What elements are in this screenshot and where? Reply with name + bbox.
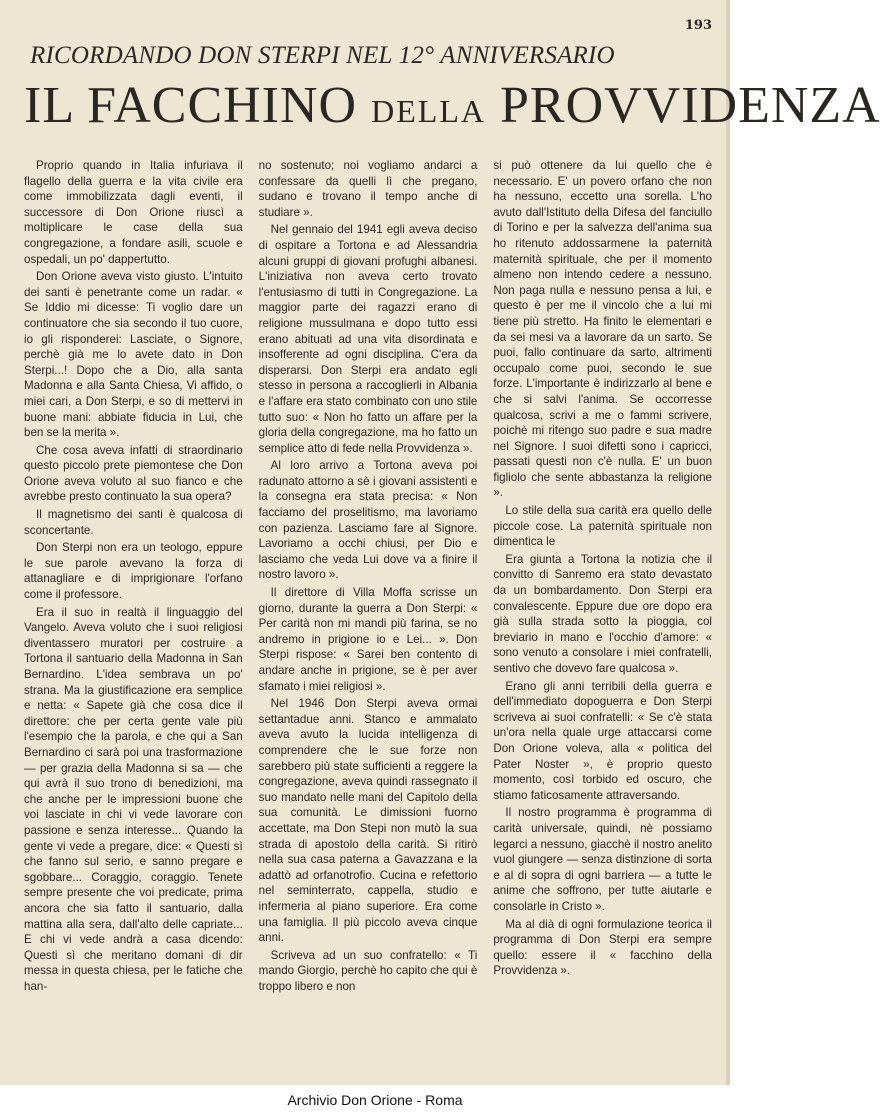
paragraph: Nel gennaio del 1941 egli aveva deciso di ospitare a Tortona e ad Alessandria alcuni gruppi di giovani profughi albanesi. L'iniziativa non aveva certo trovato l'entusiasmo di tutti in Congregazione. La maggior parte dei ragazzi erano di religione mussulmana e dopo tutto essi erano abituati ad una vita disordinata e insofferente ad ogni disciplina. C'era da disperarsi. Don Sterpi era andato egli stesso in persona a raccoglierli in Albania e l'affare era stato combinato con uno stile tutto suo: « Non ho fatto un affare per la gloria della congregazione, ma ho fatto un semplice atto di fede nella Provvidenza ». (258, 223, 478, 455)
paragraph: Era il suo in realtà il linguaggio del Vangelo. Aveva voluto che i suoi religiosi diventassero muratori per costruire a Tortona il santuario della Madonna in San Bernardino. L'idea sembrava un po' strana. Ma la giustificazione era semplice e netta: « Sapete già che cosa dice il direttore: che per certa gente vale più l'esempio che la parola, e che qui a San Bernardino ci sarà poi una trasformazione — per grazia della Madonna si sa — che qui avrà il suo trono di benedizioni, ma che anche per le impressioni buone che voi lasciate in chi vi vede lavorare con passione e senza interesse... Quando la gente vi vede a pregare, dice: « Questi sì che fanno sul serio, e sanno pregare e sgobbare... Coraggio, coraggio. Tenete sempre presente che voi predicate, prima ancora che sia fatto il santuario, dalla mattina alla sera, dall'alto delle capriate... E chi vi vede andrà a casa dicendo: Questi sì che meritano domani di dir messa in questa chiesa, per le fatiche che han- (24, 605, 243, 993)
page-number: 193 (684, 18, 712, 33)
paragraph: Lo stile della sua carità era quello delle piccole cose. La paternità spirituale non dimentica le (493, 504, 713, 549)
article-kicker: RICORDANDO DON STERPI NEL 12° ANNIVERSARIO (30, 42, 615, 69)
paragraph: Erano gli anni terribili della guerra e dell'immediato dopoguerra e Don Sterpi scriveva ai suoi confratelli: « Se c'è stata un'ora nella quale urge attaccarsi come Don Orione voleva, alla « politica del Pater Noster », è proprio questo momento, così torbido ed oscuro, che stiamo faticosamente attraversando. (493, 679, 713, 802)
column-1 (24, 158, 243, 1073)
paragraph: Don Orione aveva visto giusto. L'intuito dei santi è penetrante come un radar. « Se Iddio mi dicesse: Ti voglio dare un continuatore che sia secondo il tuo cuore, io gli risponderei: Lasciate, o Signore, perchè già me lo avete dato in Don Sterpi...! Dopo che a Dio, alla santa Madonna e alla Santa Chiesa, Vi affido, o miei cari, a Don Sterpi, e so di mettervi in buone mani: abbiate fiducia in Lui, che ben se la merita ». (24, 270, 243, 440)
paragraph: Il nostro programma è programma di carità universale, quindi, nè possiamo legarci a nessuno, giacchè il nostro anelito vuol giungere — senza distinzione di sorta e al di sopra di ogni barriera — a tutte le anime che soffrono, per tutte aiutarle e consolarle in Cristo ». (493, 806, 713, 913)
paragraph: si può ottenere da lui quello che è necessario. E' un povero orfano che non ha nessuno, eccetto una sorella. L'ho avuto dall'Istituto della Difesa del fanciullo di Torino e per la salvezza dell'anima sua ho ritenuto addossarmene la paternità maternità spirituale, che per il momento almeno non intendo cedere a nessuno. Non paga nulla e nessuno pensa a lui, e questo è per me il vincolo che a lui mi tiene più stretto. Ha finito le elementari e da sei mesi va a lavorare da un sarto. Se puoi, fallo continuare da sarto, altrimenti occupalo come puoi, secondo le sue forze. L'importante è indirizzarlo al bene e che si salvi l'anima. Se occorresse qualcosa, scrivi a me o fammi scrivere, poichè mi ritengo suo padre e sua madre nel Signore. I suoi difetti sono i capricci, passati questi non c'è nulla. E' un buon figliolo che sente abbastanza la religione ». (493, 159, 713, 500)
paragraph: Nel 1946 Don Sterpi aveva ormai settantadue anni. Stanco e ammalato aveva avuto la lucida intelligenza di comprendere che le sue forze non sarebbero più state sufficienti a reggere la congregazione, aveva quindi rassegnato il suo mandato nelle mani del Capitolo della sua comunità. Le dimissioni fuorno accettate, ma Don Stepi non mutò la sua strada di apostolo della carità. Si ritirò nella sua casa paterna a Gavazzana e la adattò ad orfanotrofio. Cucina e refettorio nel seminterrato, cappella, studio e infermeria al piano superiore. Era come una famiglia. Il più piccolo aveva cinque anni. (258, 697, 478, 945)
paragraph: Scriveva ad un suo confratello: « Ti mando Giorgio, perchè ho capito che qui è troppo libero e non (258, 948, 478, 993)
paragraph: Che cosa aveva infatti di straordinario questo piccolo prete piemontese che Don Orione aveva voluto al suo fianco e che avrebbe presto continuato la sua opera? (24, 443, 243, 504)
paragraph: Don Sterpi non era un teologo, eppure le sue parole avevano la forza di attanagliare e di imprigionare l'orfano come il professore. (24, 541, 243, 602)
paragraph: Proprio quando in Italia infuriava il flagello della guerra e la vita civile era come immobilizzata dagli eventi, il successore di Don Orione riuscì a moltiplicare le case della sua congregazione, a fondare asili, scuole e ospedali, un po' dappertutto. (24, 159, 243, 266)
paragraph: no sostenuto; noi vogliamo andarci a confessare da quelli lì che pregano, sudano e trovano il tempo anche di studiare ». (258, 159, 478, 219)
paragraph: Il magnetismo dei santi è qualcosa di sconcertante. (24, 508, 243, 537)
article-headline (24, 77, 881, 134)
paragraph: Al loro arrivo a Tortona aveva poi radunato attorno a sè i giovani assistenti e la consegna era stata precisa: « Non facciamo del proselitismo, ma lavoriamo con pazienza. Lasciamo fare al Signore. Lavoriamo a occhi chiusi, per Dio e lasciamo che veda Lui dove va a finire il nostro lavoro ». (258, 459, 478, 582)
article-body (24, 158, 712, 1073)
paragraph: Era giunta a Tortona la notizia che il convitto di Sanremo era stato devastato da un bombardamento. Don Sterpi era convalescente. Eppure due ore dopo era già sulla strada sotto la pioggia, col breviario in mano e l'occhio d'amore: « sono venuto a consolare i miei confratelli, sentivo che dovevo fare qualcosa ». (493, 552, 713, 675)
headline-part-3: PROVVIDENZA (485, 77, 881, 134)
paragraph: Ma al dià di ogni formulazione teorica il programma di Don Sterpi era sempre quello: essere il « facchino della Provvidenza ». (493, 917, 713, 978)
headline-part-2: DELLA (371, 93, 486, 129)
headline-part-1: IL FACCHINO (24, 77, 372, 134)
column-2 (259, 158, 478, 1073)
paragraph: Il direttore di Villa Moffa scrisse un giorno, durante la guerra a Don Sterpi: « Per carità non mi mandi più farina, se no andremo in prigione io e Lei... ». Don Sterpi rispose: « Sarei ben contento di andare anche in prigione, se è per aver sfamato i miei religiosi ». (258, 586, 478, 693)
archive-footer: Archivio Don Orione - Roma (287, 1092, 463, 1108)
column-3 (493, 158, 712, 1073)
